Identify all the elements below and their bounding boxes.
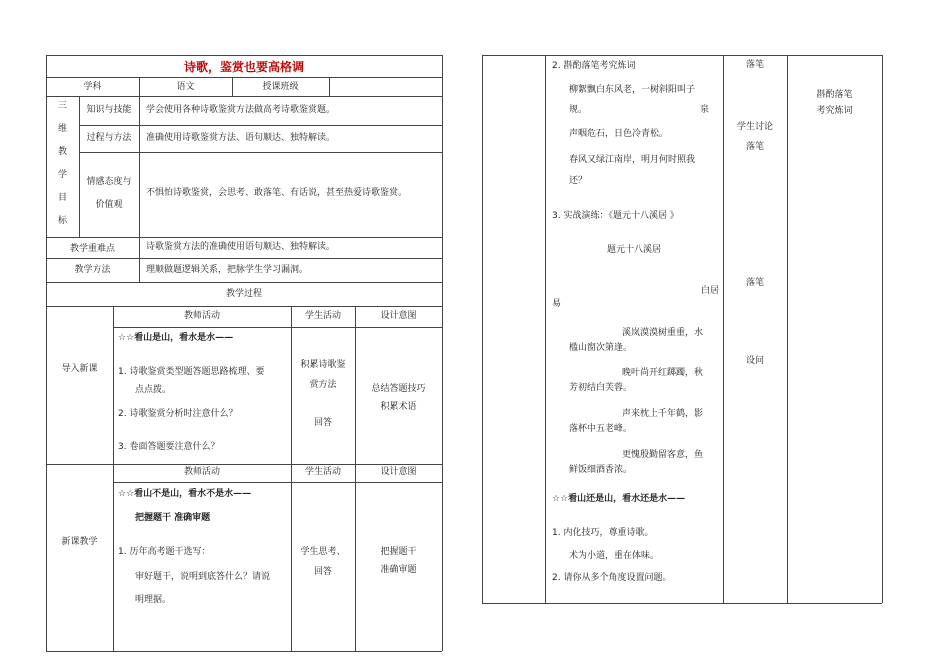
goals-label-char: 三 xyxy=(57,101,67,111)
table-border-bottom xyxy=(46,651,442,652)
poem-line: 晚叶尚开红踯躅，秋 xyxy=(622,368,704,378)
goal-content: 不惧怕诗歌鉴赏，会思考、敢落笔、有话说，甚至热爱诗歌鉴赏。 xyxy=(146,188,408,198)
student-note: 学生讨论 xyxy=(736,122,773,132)
row-line xyxy=(46,77,442,78)
poem-line: 鲜饭细酒香浓。 xyxy=(569,465,633,475)
class-label: 授课班级 xyxy=(262,82,299,92)
poem-line: 落杯中五老峰。 xyxy=(569,424,633,434)
col-header-teacher: 教师活动 xyxy=(183,311,220,321)
col-header-student: 学生活动 xyxy=(304,311,341,321)
row-line xyxy=(113,327,442,328)
row-line xyxy=(46,464,442,465)
intro-design: 积累术语 xyxy=(380,402,417,412)
process-label: 教学过程 xyxy=(225,289,262,299)
col-line xyxy=(787,55,788,603)
intro-student: 积累诗歌鉴 xyxy=(300,360,346,370)
poem-line: 声咽危石，日色冷青松。 xyxy=(569,129,669,139)
goal-label: 价值观 xyxy=(95,200,123,210)
intro-item2: 2. 诗歌鉴赏分析时注意什么？ xyxy=(118,409,238,419)
student-note: 落笔 xyxy=(745,142,764,152)
poem-line: 溪岚漠漠树重重，水 xyxy=(622,328,704,338)
col-line xyxy=(79,96,80,237)
col-line xyxy=(329,77,330,96)
poem-line: 柳絮飘白东风老，一树斜阳叫子 xyxy=(569,85,696,95)
col-header-design: 设计意图 xyxy=(380,311,417,321)
poem-line: 声来枕上千年鹤，影 xyxy=(622,409,704,419)
design-note: 斟酌落笔 xyxy=(816,90,853,100)
goal-label: 知识与技能 xyxy=(86,105,132,115)
design-note: 考究炼词 xyxy=(816,106,853,116)
row-line xyxy=(46,237,442,238)
row-line xyxy=(113,482,442,483)
page-title: 诗歌，鉴赏也要高格调 xyxy=(183,60,304,74)
newlesson-design: 把握题干 xyxy=(380,547,417,557)
row-line xyxy=(46,96,442,97)
goals-label-char: 标 xyxy=(57,216,67,226)
poem-line: 槛山窗次第逢。 xyxy=(569,343,633,353)
intro-design: 总结答题技巧 xyxy=(371,384,426,394)
col-header-student: 学生活动 xyxy=(304,467,341,477)
goal-label: 情感态度与 xyxy=(86,177,132,187)
sec1-title: 1. 内化技巧，尊重诗歌。 xyxy=(552,528,654,538)
poem-line: 芳初结白芙蓉。 xyxy=(569,383,633,393)
poem-line: 更愧殷勤留客意，鱼 xyxy=(622,450,704,460)
intro-item1: 1. 诗歌鉴赏类型题答题思路梳理、要 xyxy=(118,367,265,377)
intro-item3: 3. 卷面答题要注意什么？ xyxy=(118,442,220,452)
col-line xyxy=(139,96,140,282)
poem-line: 春风又绿江南岸，明月何时照我 xyxy=(569,155,696,165)
subject-label: 学科 xyxy=(83,82,102,92)
newlesson-item1-cont: 审好题干，说明到底答什么？请说 xyxy=(135,572,271,582)
sec2-title: 2. 请你从多个角度设置问题。 xyxy=(552,573,672,583)
poem-line: 泉 xyxy=(700,105,710,115)
row-line xyxy=(46,306,442,307)
goal-content: 准确使用诗歌鉴赏方法、语句顺达、独特解读。 xyxy=(146,133,336,143)
goals-label-char: 教 xyxy=(57,147,67,157)
row-line xyxy=(79,125,442,126)
goals-label-char: 维 xyxy=(57,124,67,134)
table-border-top xyxy=(46,55,442,56)
table-border-top xyxy=(482,55,882,56)
col-header-design: 设计意图 xyxy=(380,467,417,477)
newlesson-heading: ☆☆看山不是山，看水不是水—— xyxy=(118,489,252,499)
intro-section-label: 导入新课 xyxy=(61,364,98,374)
newlesson-item1-cont: 明理据。 xyxy=(135,595,172,605)
col-line xyxy=(113,306,114,651)
newlesson-subheading: 把握题干 准确审题 xyxy=(135,513,211,523)
col-header-teacher: 教师活动 xyxy=(183,467,220,477)
newlesson-section-label: 新课教学 xyxy=(61,537,98,547)
student-note: 设问 xyxy=(745,356,764,366)
keypoints-label: 教学重难点 xyxy=(69,244,115,254)
table-border-right xyxy=(882,55,883,603)
table-border-bottom xyxy=(482,603,882,604)
poem-line: 规。 xyxy=(569,105,588,115)
newlesson-design: 准确审题 xyxy=(380,565,417,575)
row-line xyxy=(46,282,442,283)
intro-student: 赏方法 xyxy=(309,380,337,390)
goals-label-char: 学 xyxy=(57,170,67,180)
methods-content: 理顺做题逻辑关系，把脉学生学习漏洞。 xyxy=(146,265,309,275)
student-note: 落笔 xyxy=(745,60,764,70)
heading3: ☆☆看山还是山，看水还是水—— xyxy=(552,494,686,504)
intro-heading: ☆☆看山是山，看水是水—— xyxy=(118,333,234,343)
col-line xyxy=(545,55,546,603)
item2-title: 2. 斟酌落笔考究炼词 xyxy=(552,61,636,71)
goal-label: 过程与方法 xyxy=(86,133,132,143)
newlesson-student: 回答 xyxy=(313,567,332,577)
table-border-right xyxy=(442,55,443,651)
row-line xyxy=(46,258,442,259)
table-border-left xyxy=(46,55,47,651)
intro-item1-cont: 点点拨。 xyxy=(135,385,172,395)
poem-author: 白居 xyxy=(701,286,720,296)
item3-title: 3. 实战演练：《题元十八溪居 》 xyxy=(552,211,679,221)
newlesson-student: 学生思考、 xyxy=(300,547,346,557)
col-line xyxy=(723,55,724,603)
row-line xyxy=(79,152,442,153)
table-border-left xyxy=(482,55,483,603)
subject-value: 语文 xyxy=(176,82,195,92)
col-line xyxy=(355,306,356,651)
goals-label-char: 目 xyxy=(57,193,67,203)
newlesson-item1: 1. 历年高考题干选写： xyxy=(118,547,211,557)
methods-label: 教学方法 xyxy=(74,265,111,275)
student-note: 落笔 xyxy=(745,278,764,288)
sec1-body: 术为小道，重在体味。 xyxy=(569,551,660,561)
keypoints-content: 诗歌鉴赏方法的准确使用语句顺达、独特解读。 xyxy=(146,242,336,252)
poem-author: 易 xyxy=(552,299,562,309)
goal-content: 学会使用各种诗歌鉴赏方法做高考诗歌鉴赏题。 xyxy=(146,105,336,115)
poem-title: 题元十八溪居 xyxy=(606,245,661,255)
col-line xyxy=(291,306,292,651)
intro-student: 回答 xyxy=(313,418,332,428)
poem-line: 还？ xyxy=(569,176,588,186)
